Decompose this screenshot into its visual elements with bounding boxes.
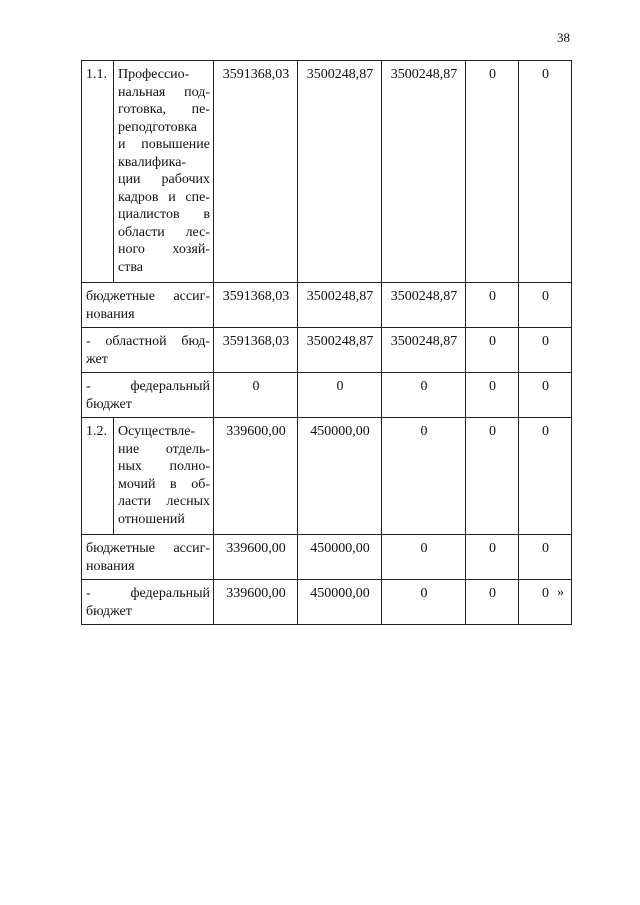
description-line: и повышение	[118, 137, 210, 152]
value-cell: 3500248,87	[382, 328, 466, 373]
value-cell: 3591368,03	[214, 61, 298, 283]
label-line: бюджетные ассиг-	[86, 541, 210, 556]
description-line: готовка, пе-	[118, 102, 210, 117]
description-line: отношений	[118, 511, 185, 527]
value-cell: 0	[519, 61, 572, 283]
value-cell: 339600,00	[214, 580, 298, 625]
item-description-cell	[114, 418, 214, 535]
description-line: Осуществле-	[118, 424, 196, 439]
description-line: нальная под-	[118, 84, 210, 100]
closing-quote-mark: »	[557, 584, 564, 600]
label-line: - федеральный	[86, 379, 210, 394]
label-line: нования	[86, 558, 135, 574]
value-cell: 0	[466, 61, 519, 283]
value-cell: 450000,00	[298, 535, 382, 580]
description-line: ние отдель-	[118, 441, 210, 457]
budget-source-label-cell	[82, 328, 214, 373]
label-line: бюджет	[86, 603, 132, 619]
label-line: - федеральный	[86, 586, 210, 601]
value-cell: 450000,00	[298, 580, 382, 625]
table-row-subtotal	[82, 535, 572, 580]
budget-source-label-cell	[82, 283, 214, 328]
description-line: циалистов в	[118, 207, 210, 222]
value-cell: 3500248,87	[298, 328, 382, 373]
description-line: ства	[118, 259, 143, 275]
label-line: бюджетные ассиг-	[86, 289, 210, 304]
item-description-cell	[114, 61, 214, 283]
page-number: 38	[557, 30, 570, 45]
value-cell: 3500248,87	[298, 283, 382, 328]
value-cell: 0	[466, 580, 519, 625]
description-line: ласти лесных	[118, 494, 210, 509]
value-cell: 450000,00	[298, 418, 382, 535]
value-cell: 0	[382, 535, 466, 580]
description-line: Профессио-	[118, 67, 190, 82]
description-line: области лес-	[118, 224, 210, 240]
description-line: ного хозяй-	[118, 242, 210, 257]
table-row-item	[82, 61, 572, 283]
budget-source-label-cell	[82, 535, 214, 580]
description-line: мочий в об-	[118, 476, 210, 492]
value-cell: 0	[519, 283, 572, 328]
description-line: реподготовка	[118, 119, 197, 135]
value-cell: 0	[466, 328, 519, 373]
budget-source-label-cell	[82, 580, 214, 625]
label-line: бюджет	[86, 396, 132, 412]
table-row-subtotal	[82, 373, 572, 418]
value-cell: 0	[382, 373, 466, 418]
value-cell: 3591368,03	[214, 283, 298, 328]
value-cell: 0	[214, 373, 298, 418]
description-line: ных полно-	[118, 459, 210, 474]
table-row-item	[82, 418, 572, 535]
item-number-cell: 1.1.	[82, 61, 114, 283]
value-cell: 3500248,87	[382, 283, 466, 328]
item-number-cell: 1.2.	[82, 418, 114, 535]
value-cell: 0	[466, 373, 519, 418]
value-cell: 3500248,87	[298, 61, 382, 283]
description-line: квалифика-	[118, 154, 187, 170]
label-line: нования	[86, 306, 135, 322]
table-row-subtotal	[82, 580, 572, 625]
budget-table	[81, 60, 572, 625]
table-row-subtotal	[82, 283, 572, 328]
value-cell: 0	[466, 535, 519, 580]
description-line: кадров и спе-	[118, 189, 210, 205]
value-cell: 0	[466, 283, 519, 328]
value-cell: 0	[298, 373, 382, 418]
value-cell: 0	[466, 418, 519, 535]
value-cell: 0	[382, 580, 466, 625]
label-line: - областной бюд-	[86, 334, 210, 349]
value-cell: 339600,00	[214, 418, 298, 535]
budget-source-label-cell	[82, 373, 214, 418]
value-cell: 0	[519, 418, 572, 535]
label-line: жет	[86, 351, 108, 367]
value-cell: 0	[519, 535, 572, 580]
value-cell: 3500248,87	[382, 61, 466, 283]
value-cell: 0	[519, 580, 572, 625]
value-cell: 339600,00	[214, 535, 298, 580]
value-cell: 3591368,03	[214, 328, 298, 373]
description-line: ции рабочих	[118, 172, 210, 187]
value-cell: 0	[519, 328, 572, 373]
value-cell: 0	[519, 373, 572, 418]
table-row-subtotal	[82, 328, 572, 373]
value-cell: 0	[382, 418, 466, 535]
